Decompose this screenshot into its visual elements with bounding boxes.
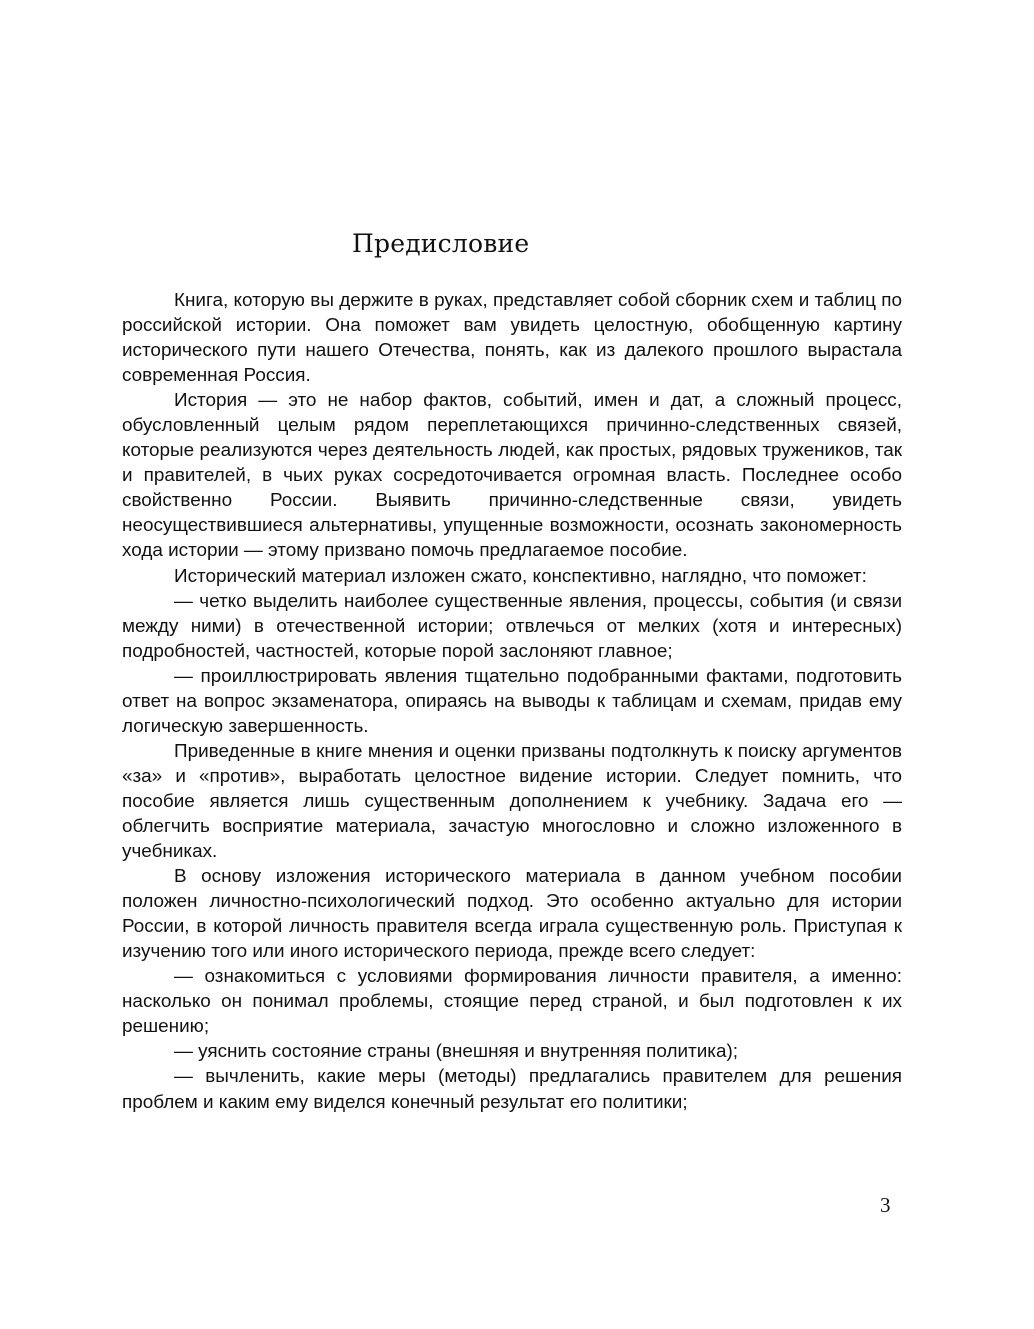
page-number: 3 xyxy=(880,1193,891,1217)
page-title: Предисловие xyxy=(352,229,530,258)
list-item: — вычленить, какие меры (методы) предлагались правителем для решения проблем и каким ему виделся конечный результат его политики; xyxy=(122,1066,902,1113)
preface-body xyxy=(122,288,902,1115)
list-item: — проиллюстрировать явления тщательно подобранными фактами, подготовить ответ на вопрос экзаменатора, опираясь на выводы к таблицам и схемам, придав ему логическую завершенность. xyxy=(122,665,902,737)
paragraph: Книга, которую вы держите в руках, представляет собой сборник схем и таблиц по российской истории. Она поможет вам увидеть целостную, обобщенную картину исторического пути нашего Отечества, понять, как из далекого прошлого вырастала современная Россия. xyxy=(122,290,902,387)
paragraph: Исторический материал изложен сжато, конспективно, наглядно, что поможет: xyxy=(174,565,867,587)
list-item: — ознакомиться с условиями формирования личности правителя, а именно: насколько он понимал проблемы, стоящие перед страной, и был подготовлен к их решению; xyxy=(122,966,902,1038)
paragraph: История — это не набор фактов, событий, имен и дат, а сложный процесс, обусловленный целым рядом переплетающихся причинно-следственных связей, которые реализуются через деятельность людей, как простых, рядовых тружеников, так и правителей, в чьих руках сосредоточивается огромная власть. Последнее особо свойственно России. Выявить причинно-следственные связи, увидеть неосуществившиеся альтернативы, упущенные возможности, осознать закономерность хода истории — этому призвано помочь предлагаемое пособие. xyxy=(122,390,902,562)
paragraph: В основу изложения исторического материала в данном учебном пособии положен личностно-психологический подход. Это особенно актуально для истории России, в которой личность правителя всегда играла существенную роль. Приступая к изучению того или иного исторического периода, прежде всего следует: xyxy=(122,866,902,963)
paragraph: Приведенные в книге мнения и оценки призваны подтолкнуть к поиску аргументов «за» и «против», выработать целостное видение истории. Следует помнить, что пособие является лишь существенным дополнением к учебнику. Задача его — облегчить восприятие материала, зачастую многословно и сложно изложенного в учебниках. xyxy=(122,740,902,863)
list-item: — четко выделить наиболее существенные явления, процессы, события (и связи между ними) в отечественной истории; отвлечься от мелких (хотя и интересных) подробностей, частностей, которые порой заслоняют главное; xyxy=(122,590,902,662)
list-item: — уяснить состояние страны (внешняя и внутренняя политика); xyxy=(174,1041,738,1063)
